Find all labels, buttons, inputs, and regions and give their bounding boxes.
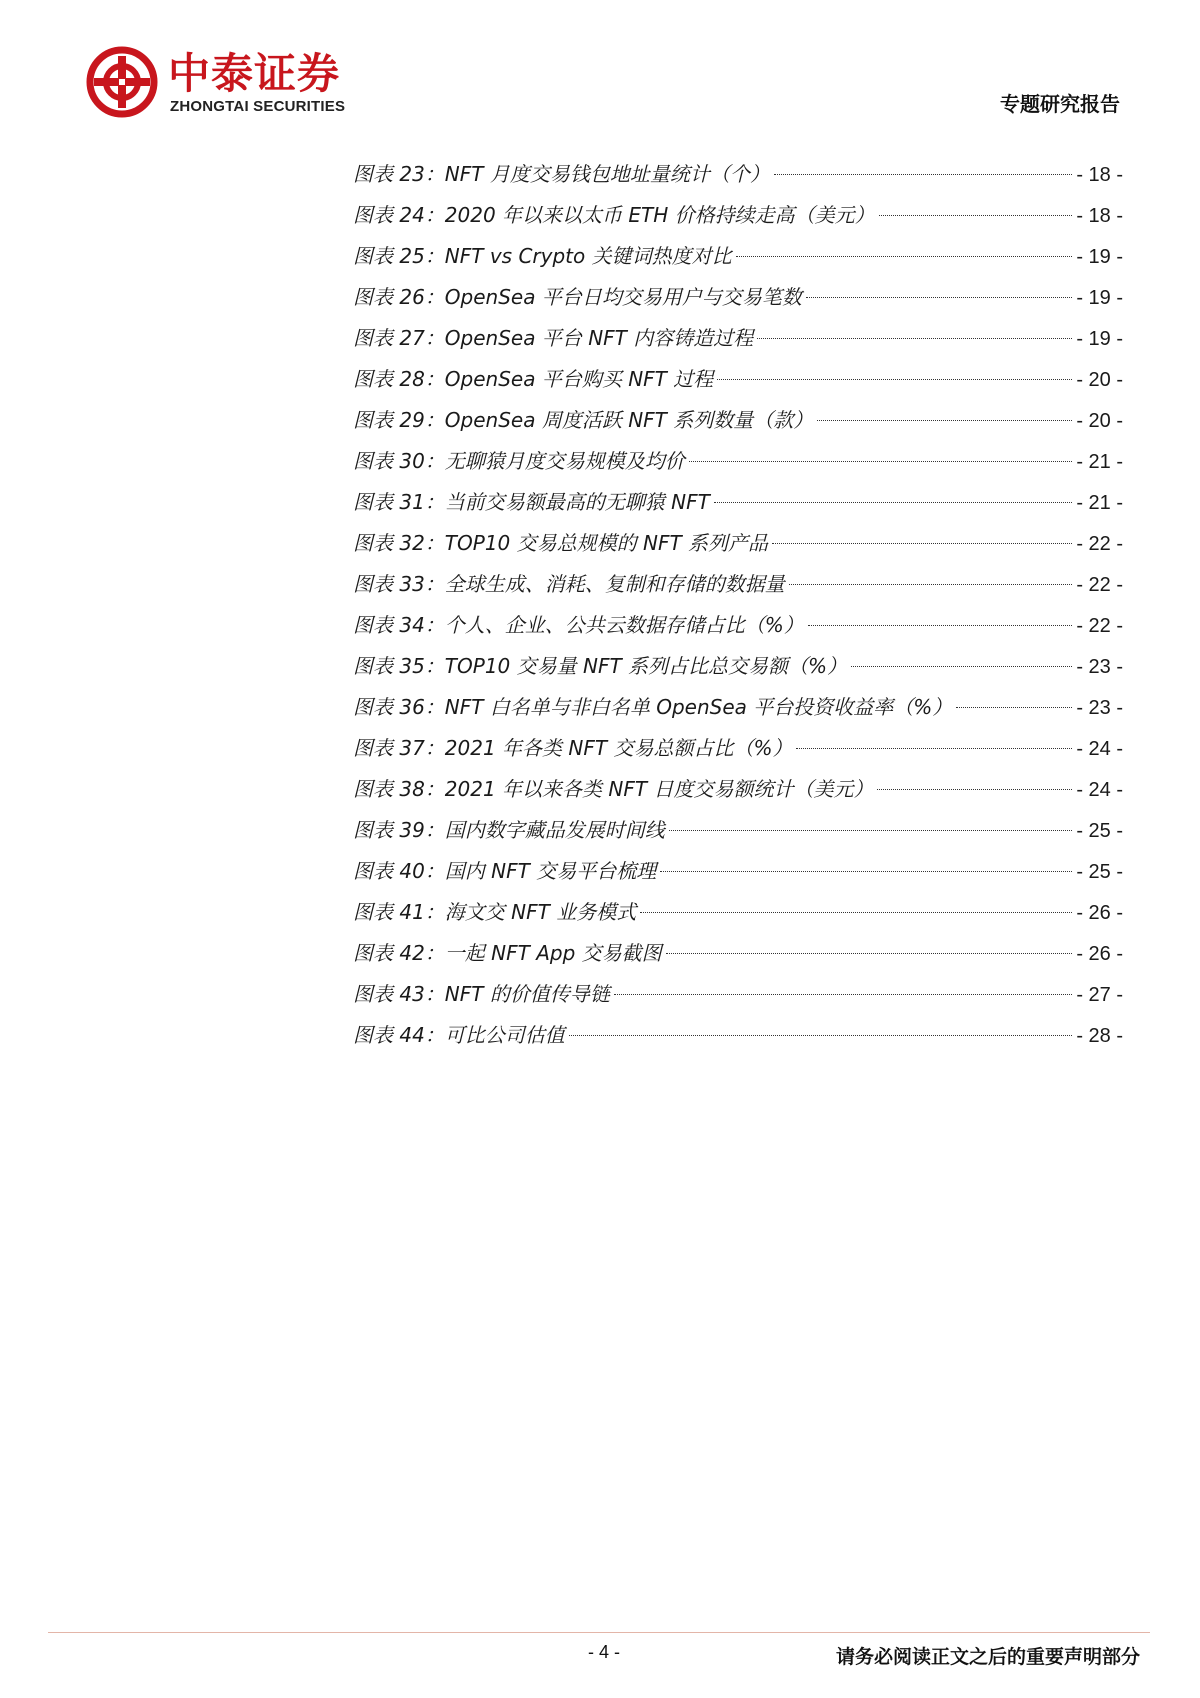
toc-entry[interactable] — [353, 195, 1123, 236]
logo-chinese-name: 中泰证券 — [168, 49, 341, 98]
toc-entry-page: - 19 - — [1076, 287, 1123, 309]
toc-entry-label: 图表 26：OpenSea 平台日均交易用户与交易笔数 — [353, 285, 802, 309]
toc-leader-dots — [851, 666, 1072, 667]
toc-leader-dots — [879, 215, 1073, 216]
toc-entry-label: 图表 24：2020 年以来以太币 ETH 价格持续走高（美元） — [353, 203, 875, 227]
toc-entry[interactable] — [353, 1015, 1123, 1056]
toc-entry-page: - 22 - — [1076, 574, 1123, 596]
toc-entry[interactable] — [353, 441, 1123, 482]
toc-entry[interactable] — [353, 687, 1123, 728]
toc-entry-label: 图表 29：OpenSea 周度活跃 NFT 系列数量（款） — [353, 408, 814, 432]
toc-entry-label: 图表 40：国内 NFT 交易平台梳理 — [353, 859, 657, 883]
zhongtai-logo-icon — [86, 46, 158, 118]
toc-entry[interactable] — [353, 974, 1123, 1015]
toc-entry-page: - 23 - — [1076, 697, 1123, 719]
toc-entry-page: - 21 - — [1076, 451, 1123, 473]
toc-entry-label: 图表 27：OpenSea 平台 NFT 内容铸造过程 — [353, 326, 754, 350]
toc-entry-label: 图表 32：TOP10 交易总规模的 NFT 系列产品 — [353, 531, 769, 555]
toc-leader-dots — [714, 502, 1072, 503]
toc-entry[interactable] — [353, 277, 1123, 318]
logo-english-name: ZHONGTAI SECURITIES — [170, 98, 346, 115]
toc-leader-dots — [666, 953, 1073, 954]
toc-entry-label: 图表 35：TOP10 交易量 NFT 系列占比总交易额（%） — [353, 654, 848, 678]
report-type-label: 专题研究报告 — [1000, 92, 1120, 116]
toc-leader-dots — [789, 584, 1073, 585]
toc-entry[interactable] — [353, 933, 1123, 974]
toc-entry-label: 图表 34：个人、企业、公共云数据存储占比（%） — [353, 613, 804, 637]
toc-entry-label: 图表 25：NFT vs Crypto 关键词热度对比 — [353, 244, 732, 268]
toc-entry-label: 图表 36：NFT 白名单与非白名单 OpenSea 平台投资收益率（%） — [353, 695, 953, 719]
toc-entry-page: - 28 - — [1076, 1025, 1123, 1047]
toc-entry-label: 图表 44：可比公司估值 — [353, 1023, 565, 1047]
toc-leader-dots — [689, 461, 1073, 462]
toc-entry-label: 图表 43：NFT 的价值传导链 — [353, 982, 610, 1006]
toc-entry-page: - 26 - — [1076, 902, 1123, 924]
toc-entry[interactable] — [353, 892, 1123, 933]
toc-leader-dots — [796, 748, 1072, 749]
page-number: - 4 - — [588, 1642, 621, 1662]
toc-entry[interactable] — [353, 851, 1123, 892]
toc-entry[interactable] — [353, 810, 1123, 851]
toc-leader-dots — [806, 297, 1072, 298]
company-logo — [86, 46, 386, 122]
toc-entry[interactable] — [353, 605, 1123, 646]
toc-entry[interactable] — [353, 400, 1123, 441]
toc-leader-dots — [717, 379, 1072, 380]
footer-divider — [48, 1632, 1150, 1633]
toc-entry-label: 图表 39：国内数字藏品发展时间线 — [353, 818, 665, 842]
toc-entry[interactable] — [353, 523, 1123, 564]
toc-entry[interactable] — [353, 154, 1123, 195]
toc-entry-page: - 24 - — [1076, 738, 1123, 760]
toc-leader-dots — [736, 256, 1073, 257]
footer-disclaimer: 请务必阅读正文之后的重要声明部分 — [835, 1646, 1140, 1668]
toc-entry[interactable] — [353, 359, 1123, 400]
toc-entry-label: 图表 30：无聊猿月度交易规模及均价 — [353, 449, 685, 473]
toc-entry-page: - 24 - — [1076, 779, 1123, 801]
toc-leader-dots — [640, 912, 1072, 913]
toc-entry[interactable] — [353, 236, 1123, 277]
toc-entry[interactable] — [353, 318, 1123, 359]
page-header — [0, 0, 1200, 130]
toc-leader-dots — [772, 543, 1072, 544]
toc-entry-page: - 19 - — [1076, 246, 1123, 268]
toc-leader-dots — [877, 789, 1072, 790]
toc-entry-page: - 27 - — [1076, 984, 1123, 1006]
toc-leader-dots — [669, 830, 1073, 831]
toc-entry-page: - 25 - — [1076, 861, 1123, 883]
toc-entry[interactable] — [353, 564, 1123, 605]
toc-entry-label: 图表 31：当前交易额最高的无聊猿 NFT — [353, 490, 710, 514]
toc-entry[interactable] — [353, 482, 1123, 523]
toc-entry-page: - 19 - — [1076, 328, 1123, 350]
toc-entry-label: 图表 41：海文交 NFT 业务模式 — [353, 900, 637, 924]
toc-entry-page: - 18 - — [1076, 164, 1123, 186]
toc-entry-label: 图表 33：全球生成、消耗、复制和存储的数据量 — [353, 572, 785, 596]
figure-table-of-contents — [353, 154, 1123, 1056]
toc-entry-label: 图表 23：NFT 月度交易钱包地址量统计（个） — [353, 162, 770, 186]
toc-entry[interactable] — [353, 728, 1123, 769]
toc-leader-dots — [774, 174, 1072, 175]
toc-entry-label: 图表 42：一起 NFT App 交易截图 — [353, 941, 662, 965]
toc-leader-dots — [614, 994, 1072, 995]
toc-entry[interactable] — [353, 646, 1123, 687]
toc-entry-page: - 23 - — [1076, 656, 1123, 678]
toc-leader-dots — [757, 338, 1072, 339]
toc-leader-dots — [817, 420, 1072, 421]
toc-entry-page: - 25 - — [1076, 820, 1123, 842]
toc-leader-dots — [808, 625, 1073, 626]
toc-entry-page: - 20 - — [1076, 369, 1123, 391]
toc-entry-page: - 18 - — [1076, 205, 1123, 227]
toc-leader-dots — [660, 871, 1072, 872]
toc-leader-dots — [956, 707, 1072, 708]
toc-entry-label: 图表 28：OpenSea 平台购买 NFT 过程 — [353, 367, 714, 391]
toc-entry[interactable] — [353, 769, 1123, 810]
toc-leader-dots — [569, 1035, 1073, 1036]
toc-entry-label: 图表 38：2021 年以来各类 NFT 日度交易额统计（美元） — [353, 777, 874, 801]
toc-entry-page: - 22 - — [1076, 615, 1123, 637]
toc-entry-page: - 26 - — [1076, 943, 1123, 965]
toc-entry-page: - 21 - — [1076, 492, 1123, 514]
toc-entry-label: 图表 37：2021 年各类 NFT 交易总额占比（%） — [353, 736, 793, 760]
toc-entry-page: - 20 - — [1076, 410, 1123, 432]
toc-entry-page: - 22 - — [1076, 533, 1123, 555]
